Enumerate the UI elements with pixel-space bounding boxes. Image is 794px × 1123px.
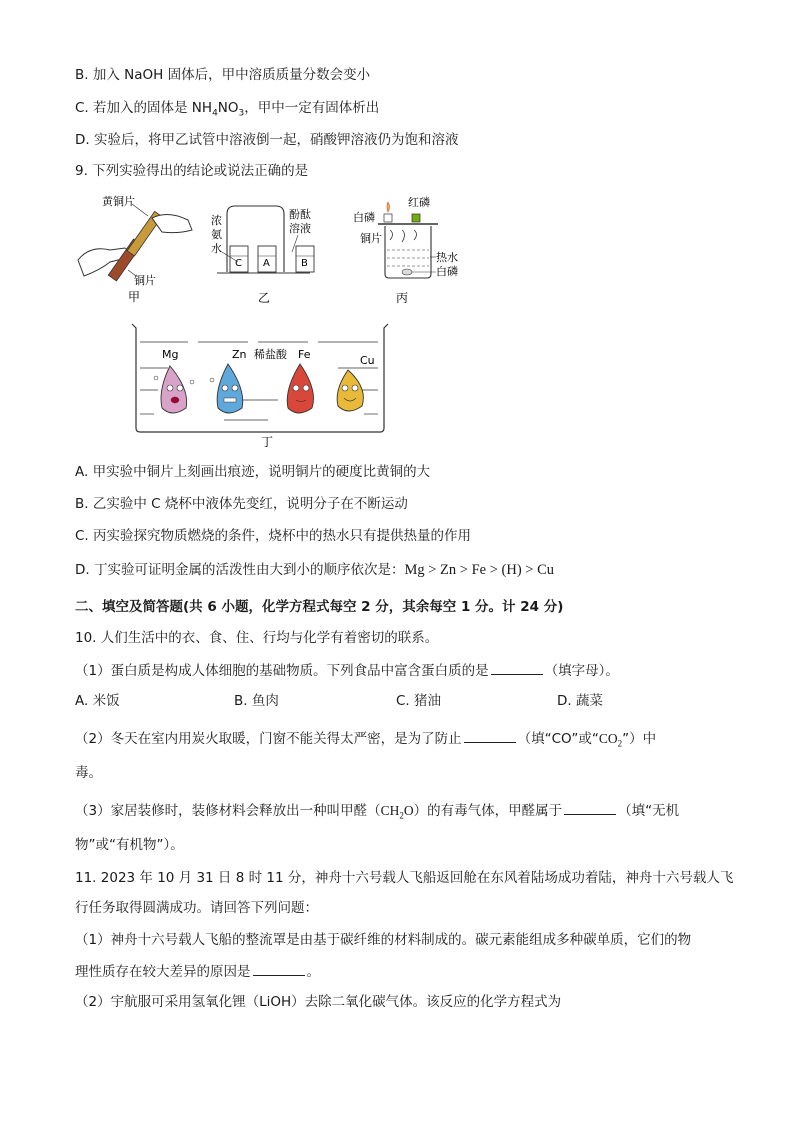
- q10-part1-blank[interactable]: [491, 661, 543, 675]
- q11-part2: （2）宇航服可采用氢氧化锂（LiOH）去除二氧化碳气体。该反应的化学方程式为: [75, 994, 562, 1010]
- q11-part1-post: 。: [306, 964, 320, 980]
- q10-part3-o: O: [403, 803, 414, 818]
- q10-part3: [75, 801, 679, 825]
- q11-part1-line1: （1）神舟十六号载人飞船的整流罩是由基于碳纤维的材料制成的。碳元素能组成多种碳单质，它们的物: [75, 932, 692, 948]
- bing-caption: 丙: [396, 291, 409, 305]
- q11-stem-line2: 行任务取得圆满成功。请回答下列问题：: [75, 900, 318, 916]
- ding-label-cu: Cu: [360, 354, 375, 367]
- q10-part2-mid2: ”）中: [622, 731, 657, 747]
- ding-label-mg: Mg: [162, 348, 179, 361]
- yi-label-an: 氨: [211, 228, 222, 241]
- jia-label-copper: 铜片: [134, 274, 156, 287]
- yi-label-shui: 水: [211, 242, 222, 255]
- q10-part3-line2: 物”或“有机物”）。: [75, 837, 184, 853]
- q10-part2: [75, 729, 656, 753]
- q9-option-c: C. 丙实验探究物质燃烧的条件，烧杯中的热水只有提供热量的作用: [75, 528, 472, 544]
- q9-option-a: A. 甲实验中铜片上刻画出痕迹，说明铜片的硬度比黄铜的大: [75, 464, 431, 480]
- ding-label-acid: 稀盐酸: [254, 348, 287, 361]
- ding-caption: 丁: [261, 435, 274, 448]
- yi-beaker-b: B: [301, 258, 308, 269]
- bing-label-hot-water: 热水: [436, 251, 458, 264]
- q9-option-d-text: D. 丁实验可证明金属的活泼性由大到小的顺序依次是：: [75, 562, 405, 578]
- q11-part1-blank[interactable]: [253, 962, 305, 976]
- yi-label-solution: 溶液: [289, 222, 311, 235]
- q8-option-c-mid: NO: [217, 100, 239, 116]
- q8-option-c-sub2: 3: [238, 108, 245, 119]
- q10-part2-pre: （2）冬天在室内用炭火取暖，门窗不能关得太严密，是为了防止: [75, 731, 462, 747]
- q8-option-b: B. 加入 NaOH 固体后，甲中溶质质量分数会变小: [75, 67, 371, 83]
- q8-option-d: D. 实验后，将甲乙试管中溶液倒一起，硝酸钾溶液仍为饱和溶液: [75, 132, 459, 148]
- ding-label-fe: Fe: [298, 348, 311, 361]
- q8-option-c-pre: C. 若加入的固体是 NH: [75, 100, 213, 116]
- q10-part2-mid1: （填“CO”或“: [517, 731, 599, 747]
- q10-option-d: D. 蔬菜: [557, 693, 603, 709]
- jia-figure: [78, 194, 192, 304]
- q10-part1-post: （填字母）。: [544, 663, 619, 679]
- yi-caption: 乙: [258, 291, 271, 305]
- q8-option-c-sub1: 4: [212, 108, 218, 119]
- yi-beaker-a: A: [263, 258, 270, 269]
- q11-stem-line1: 11. 2023 年 10 月 31 日 8 时 11 分，神舟十六号载人飞船返回舱在东风着陆场成功着陆，神舟十六号载人飞: [75, 870, 734, 886]
- q11-part1-line2: [75, 962, 320, 981]
- q10-part3-post: （填“无机: [618, 803, 680, 819]
- q10-part2-blank[interactable]: [464, 729, 516, 743]
- section-2-heading: 二、填空及简答题(共 6 小题，化学方程式每空 2 分，其余每空 1 分。计 24 分): [75, 599, 564, 615]
- q9-option-d: [75, 561, 554, 579]
- q8-option-c-post: ，甲中一定有固体析出: [244, 100, 380, 116]
- bing-label-white-p-bottom: 白磷: [436, 265, 458, 278]
- q9-figure-ding: [128, 320, 398, 448]
- q10-part3-sub: 2: [399, 810, 404, 821]
- yi-figure: [211, 206, 314, 305]
- bing-figure: [353, 195, 458, 305]
- q9-option-b: B. 乙实验中 C 烧杯中液体先变红，说明分子在不断运动: [75, 496, 408, 512]
- q10-part1: [75, 661, 619, 680]
- q10-part2-line2: 毒。: [75, 765, 102, 781]
- q9-stem: 9. 下列实验得出的结论或说法正确的是: [75, 163, 309, 179]
- q9-figure-top: [70, 190, 480, 310]
- q11-part1-pre: 理性质存在较大差异的原因是: [75, 964, 251, 980]
- q10-part2-co2-sub: 2: [617, 738, 623, 749]
- q9-option-d-formula: Mg > Zn > Fe > (H) > Cu: [404, 562, 554, 578]
- q8-option-c: [75, 99, 379, 123]
- q10-part2-co2: CO: [598, 731, 618, 746]
- bing-label-copper: 铜片: [360, 232, 382, 245]
- q10-option-b: B. 鱼肉: [234, 693, 279, 709]
- ding-label-zn: Zn: [232, 348, 247, 361]
- yi-beaker-c: C: [235, 258, 242, 269]
- jia-label-brass: 黄铜片: [102, 195, 135, 208]
- q10-stem: 10. 人们生活中的衣、食、住、行均与化学有着密切的联系。: [75, 630, 439, 646]
- q10-part3-mid: ）的有毒气体，甲醛属于: [413, 803, 563, 819]
- q10-option-a: A. 米饭: [75, 693, 120, 709]
- q10-option-c: C. 猪油: [396, 693, 442, 709]
- bing-label-red-p: 红磷: [408, 196, 430, 209]
- q10-part3-pre: （3）家居装修时，装修材料会释放出一种叫甲醛（: [75, 803, 381, 819]
- q10-part1-pre: （1）蛋白质是构成人体细胞的基础物质。下列食品中富含蛋白质的是: [75, 663, 489, 679]
- yi-label-phenol: 酚酞: [289, 208, 311, 221]
- q10-part3-ch: CH: [380, 803, 400, 818]
- jia-caption: 甲: [128, 290, 141, 304]
- bing-label-white-p-top: 白磷: [353, 211, 375, 224]
- yi-label-nong: 浓: [211, 214, 222, 227]
- q10-part3-blank[interactable]: [564, 801, 616, 815]
